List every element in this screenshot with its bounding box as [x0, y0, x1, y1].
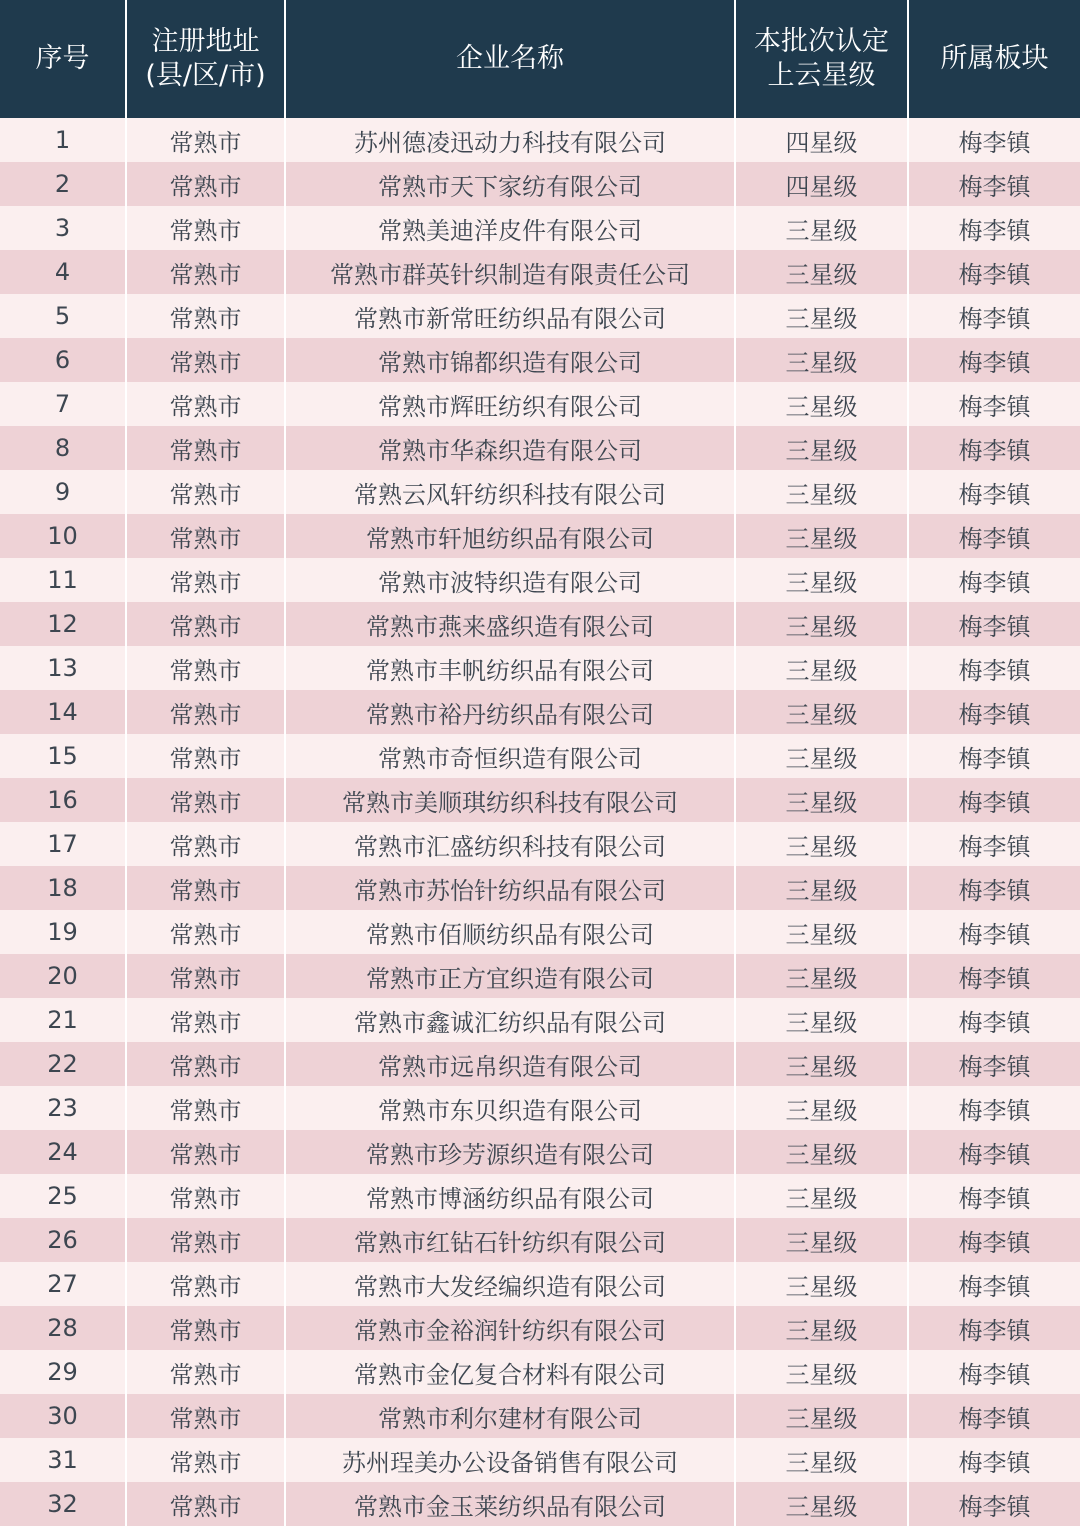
cell-district: 梅李镇: [908, 1262, 1080, 1306]
cell-index: 22: [0, 1042, 126, 1086]
cell-company-name: 常熟市金玉莱纺织品有限公司: [285, 1482, 735, 1526]
cell-star-level: 三星级: [735, 1438, 908, 1482]
cell-district: 梅李镇: [908, 602, 1080, 646]
header-label-line: (县/区/市): [145, 60, 266, 91]
cell-company-name: 常熟市佰顺纺织品有限公司: [285, 910, 735, 954]
header-company-name: [285, 0, 735, 118]
cell-address: 常熟市: [126, 162, 285, 206]
table-row: [0, 954, 1080, 998]
table-row: [0, 602, 1080, 646]
cell-address: 常熟市: [126, 1438, 285, 1482]
header-label-line: 注册地址: [151, 26, 260, 57]
table-row: [0, 1482, 1080, 1526]
cell-district: 梅李镇: [908, 382, 1080, 426]
cell-index: 9: [0, 470, 126, 514]
cell-index: 12: [0, 602, 126, 646]
table-row: [0, 1350, 1080, 1394]
cell-company-name: 常熟市燕来盛织造有限公司: [285, 602, 735, 646]
table-row: [0, 558, 1080, 602]
cell-company-name: 常熟市远帛织造有限公司: [285, 1042, 735, 1086]
cell-address: 常熟市: [126, 558, 285, 602]
cell-address: 常熟市: [126, 294, 285, 338]
cell-address: 常熟市: [126, 1218, 285, 1262]
cell-company-name: 常熟市珍芳源织造有限公司: [285, 1130, 735, 1174]
table-row: [0, 1042, 1080, 1086]
cell-star-level: 三星级: [735, 1262, 908, 1306]
cell-star-level: 三星级: [735, 426, 908, 470]
table-row: [0, 118, 1080, 162]
table-row: [0, 734, 1080, 778]
cell-company-name: 常熟市群英针织制造有限责任公司: [285, 250, 735, 294]
cell-address: 常熟市: [126, 426, 285, 470]
cell-index: 29: [0, 1350, 126, 1394]
cell-index: 30: [0, 1394, 126, 1438]
table-row: [0, 1174, 1080, 1218]
cell-index: 10: [0, 514, 126, 558]
cell-company-name: 常熟市利尔建材有限公司: [285, 1394, 735, 1438]
cell-company-name: 苏州德凌迅动力科技有限公司: [285, 118, 735, 162]
cell-star-level: 三星级: [735, 734, 908, 778]
cell-address: 常熟市: [126, 910, 285, 954]
cell-district: 梅李镇: [908, 734, 1080, 778]
table-row: [0, 250, 1080, 294]
cell-district: 梅李镇: [908, 338, 1080, 382]
cell-address: 常熟市: [126, 602, 285, 646]
cell-company-name: 常熟市波特织造有限公司: [285, 558, 735, 602]
table-row: [0, 1086, 1080, 1130]
cell-district: 梅李镇: [908, 1086, 1080, 1130]
cell-index: 8: [0, 426, 126, 470]
cell-star-level: 三星级: [735, 1482, 908, 1526]
cell-district: 梅李镇: [908, 866, 1080, 910]
cell-district: 梅李镇: [908, 118, 1080, 162]
cell-address: 常熟市: [126, 998, 285, 1042]
cell-district: 梅李镇: [908, 1218, 1080, 1262]
cell-district: 梅李镇: [908, 1306, 1080, 1350]
cell-address: 常熟市: [126, 514, 285, 558]
table-row: [0, 206, 1080, 250]
cell-company-name: 常熟市大发经编织造有限公司: [285, 1262, 735, 1306]
cell-index: 14: [0, 690, 126, 734]
cell-index: 27: [0, 1262, 126, 1306]
cell-star-level: 三星级: [735, 338, 908, 382]
cell-address: 常熟市: [126, 646, 285, 690]
table-row: [0, 778, 1080, 822]
cell-company-name: 常熟市天下家纺有限公司: [285, 162, 735, 206]
table-row: [0, 426, 1080, 470]
table-row: [0, 910, 1080, 954]
cell-company-name: 常熟市红钻石针纺织有限公司: [285, 1218, 735, 1262]
cell-company-name: 常熟美迪洋皮件有限公司: [285, 206, 735, 250]
cell-company-name: 常熟市轩旭纺织品有限公司: [285, 514, 735, 558]
cell-star-level: 三星级: [735, 514, 908, 558]
table-row: [0, 1218, 1080, 1262]
header-star-level: [735, 0, 908, 118]
cell-index: 4: [0, 250, 126, 294]
cell-index: 32: [0, 1482, 126, 1526]
table-row: [0, 514, 1080, 558]
cell-star-level: 三星级: [735, 206, 908, 250]
cell-address: 常熟市: [126, 338, 285, 382]
cell-index: 16: [0, 778, 126, 822]
table-header: [0, 0, 1080, 118]
cell-index: 5: [0, 294, 126, 338]
cell-address: 常熟市: [126, 1130, 285, 1174]
cell-address: 常熟市: [126, 1086, 285, 1130]
cell-district: 梅李镇: [908, 1438, 1080, 1482]
cell-index: 15: [0, 734, 126, 778]
cell-index: 11: [0, 558, 126, 602]
table-row: [0, 1438, 1080, 1482]
cell-star-level: 四星级: [735, 118, 908, 162]
table-row: [0, 162, 1080, 206]
cell-star-level: 三星级: [735, 1306, 908, 1350]
table-row: [0, 1306, 1080, 1350]
cell-star-level: 三星级: [735, 1394, 908, 1438]
cell-address: 常熟市: [126, 250, 285, 294]
cell-company-name: 常熟云风轩纺织科技有限公司: [285, 470, 735, 514]
header-label-line: 企业名称: [456, 43, 564, 74]
cell-star-level: 三星级: [735, 558, 908, 602]
table-row: [0, 998, 1080, 1042]
cell-company-name: 常熟市正方宜织造有限公司: [285, 954, 735, 998]
table-row: [0, 1262, 1080, 1306]
table-row: [0, 1394, 1080, 1438]
cell-star-level: 三星级: [735, 382, 908, 426]
table-row: [0, 382, 1080, 426]
cell-address: 常熟市: [126, 470, 285, 514]
cell-company-name: 常熟市华森织造有限公司: [285, 426, 735, 470]
table-row: [0, 294, 1080, 338]
cell-star-level: 三星级: [735, 866, 908, 910]
cell-company-name: 常熟市丰帆纺织品有限公司: [285, 646, 735, 690]
cell-index: 26: [0, 1218, 126, 1262]
cell-address: 常熟市: [126, 690, 285, 734]
cell-star-level: 三星级: [735, 690, 908, 734]
cell-address: 常熟市: [126, 1350, 285, 1394]
cell-district: 梅李镇: [908, 822, 1080, 866]
header-label-line: 序号: [35, 43, 90, 74]
cell-index: 28: [0, 1306, 126, 1350]
cell-address: 常熟市: [126, 206, 285, 250]
cell-address: 常熟市: [126, 1306, 285, 1350]
header-index: [0, 0, 126, 118]
header-label-line: 本批次认定: [754, 26, 889, 57]
cell-index: 18: [0, 866, 126, 910]
table-row: [0, 866, 1080, 910]
cell-star-level: 三星级: [735, 250, 908, 294]
header-district: [908, 0, 1080, 118]
cell-index: 2: [0, 162, 126, 206]
cell-star-level: 三星级: [735, 294, 908, 338]
cell-star-level: 三星级: [735, 1350, 908, 1394]
cell-star-level: 三星级: [735, 954, 908, 998]
cell-district: 梅李镇: [908, 954, 1080, 998]
cell-company-name: 常熟市奇恒织造有限公司: [285, 734, 735, 778]
cell-address: 常熟市: [126, 1394, 285, 1438]
cell-index: 6: [0, 338, 126, 382]
cell-star-level: 三星级: [735, 1218, 908, 1262]
cell-district: 梅李镇: [908, 646, 1080, 690]
cell-index: 13: [0, 646, 126, 690]
cell-company-name: 常熟市汇盛纺织科技有限公司: [285, 822, 735, 866]
cell-district: 梅李镇: [908, 294, 1080, 338]
cell-district: 梅李镇: [908, 206, 1080, 250]
cell-star-level: 三星级: [735, 998, 908, 1042]
table-row: [0, 1130, 1080, 1174]
cell-district: 梅李镇: [908, 1174, 1080, 1218]
cell-district: 梅李镇: [908, 1130, 1080, 1174]
cell-index: 21: [0, 998, 126, 1042]
cell-index: 1: [0, 118, 126, 162]
cell-star-level: 三星级: [735, 1174, 908, 1218]
cell-index: 23: [0, 1086, 126, 1130]
cell-address: 常熟市: [126, 734, 285, 778]
cell-star-level: 三星级: [735, 1086, 908, 1130]
cell-address: 常熟市: [126, 778, 285, 822]
cell-district: 梅李镇: [908, 558, 1080, 602]
cell-district: 梅李镇: [908, 690, 1080, 734]
cell-address: 常熟市: [126, 118, 285, 162]
header-label-line: 上云星级: [767, 60, 876, 91]
cell-star-level: 三星级: [735, 822, 908, 866]
cell-index: 24: [0, 1130, 126, 1174]
cell-index: 7: [0, 382, 126, 426]
cell-index: 17: [0, 822, 126, 866]
cell-company-name: 常熟市苏怡针纺织品有限公司: [285, 866, 735, 910]
cell-address: 常熟市: [126, 866, 285, 910]
header-address: [126, 0, 285, 118]
table-row: [0, 690, 1080, 734]
cell-district: 梅李镇: [908, 1482, 1080, 1526]
cell-company-name: 常熟市辉旺纺织有限公司: [285, 382, 735, 426]
cell-district: 梅李镇: [908, 1394, 1080, 1438]
cell-company-name: 常熟市金亿复合材料有限公司: [285, 1350, 735, 1394]
cell-district: 梅李镇: [908, 470, 1080, 514]
cell-star-level: 三星级: [735, 602, 908, 646]
cell-company-name: 常熟市美顺琪纺织科技有限公司: [285, 778, 735, 822]
cell-index: 20: [0, 954, 126, 998]
cell-company-name: 常熟市博涵纺织品有限公司: [285, 1174, 735, 1218]
cell-district: 梅李镇: [908, 1350, 1080, 1394]
cell-district: 梅李镇: [908, 778, 1080, 822]
cell-index: 19: [0, 910, 126, 954]
cell-district: 梅李镇: [908, 1042, 1080, 1086]
table-row: [0, 338, 1080, 382]
cell-index: 25: [0, 1174, 126, 1218]
cell-index: 3: [0, 206, 126, 250]
cell-company-name: 常熟市锦都织造有限公司: [285, 338, 735, 382]
cell-star-level: 三星级: [735, 1130, 908, 1174]
cell-district: 梅李镇: [908, 426, 1080, 470]
table-row: [0, 470, 1080, 514]
cell-company-name: 常熟市鑫诚汇纺织品有限公司: [285, 998, 735, 1042]
cell-district: 梅李镇: [908, 162, 1080, 206]
cell-district: 梅李镇: [908, 910, 1080, 954]
cell-company-name: 常熟市金裕润针纺织有限公司: [285, 1306, 735, 1350]
cell-district: 梅李镇: [908, 998, 1080, 1042]
cell-company-name: 常熟市新常旺纺织品有限公司: [285, 294, 735, 338]
cell-star-level: 三星级: [735, 470, 908, 514]
cell-star-level: 三星级: [735, 910, 908, 954]
cell-address: 常熟市: [126, 1482, 285, 1526]
cell-star-level: 三星级: [735, 646, 908, 690]
cell-address: 常熟市: [126, 1042, 285, 1086]
cell-company-name: 常熟市裕丹纺织品有限公司: [285, 690, 735, 734]
cell-district: 梅李镇: [908, 250, 1080, 294]
cell-star-level: 四星级: [735, 162, 908, 206]
header-row: [0, 0, 1080, 118]
cell-address: 常熟市: [126, 954, 285, 998]
cell-company-name: 常熟市东贝织造有限公司: [285, 1086, 735, 1130]
cell-address: 常熟市: [126, 1174, 285, 1218]
cell-address: 常熟市: [126, 1262, 285, 1306]
cell-star-level: 三星级: [735, 1042, 908, 1086]
cell-star-level: 三星级: [735, 778, 908, 822]
header-label-line: 所属板块: [940, 43, 1049, 74]
cell-address: 常熟市: [126, 822, 285, 866]
cell-address: 常熟市: [126, 382, 285, 426]
cell-district: 梅李镇: [908, 514, 1080, 558]
table-row: [0, 822, 1080, 866]
table-body: [0, 118, 1080, 1526]
table-row: [0, 646, 1080, 690]
cell-index: 31: [0, 1438, 126, 1482]
cell-company-name: 苏州珵美办公设备销售有限公司: [285, 1438, 735, 1482]
